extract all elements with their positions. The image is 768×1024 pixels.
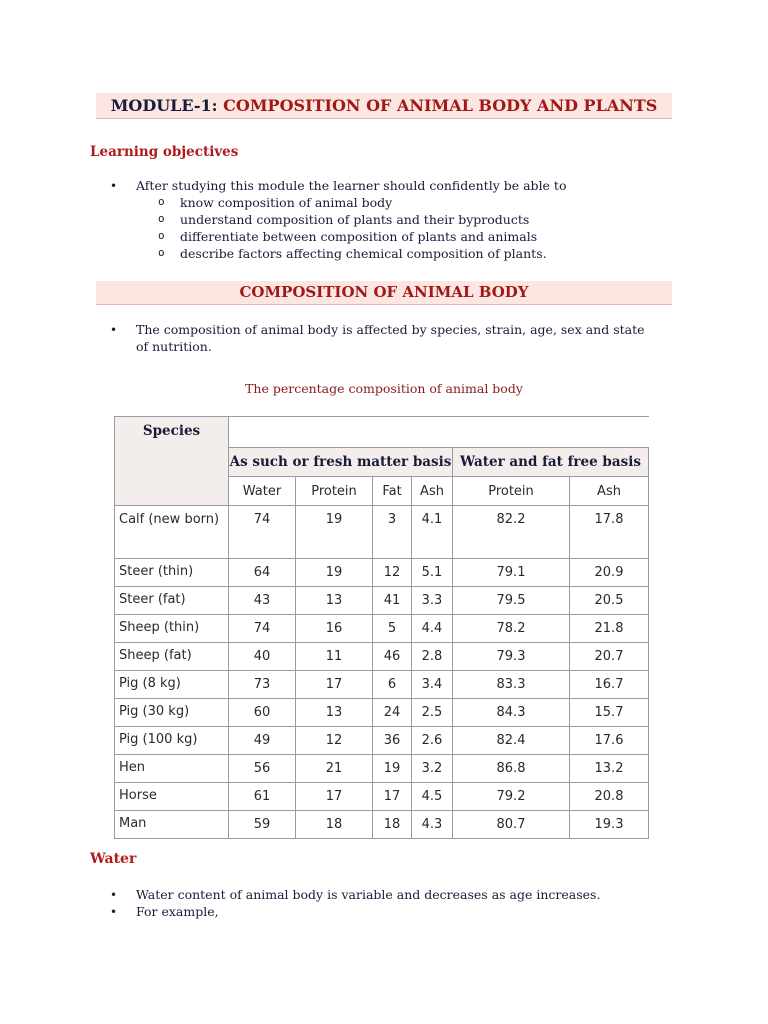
value-cell: 17: [296, 671, 373, 699]
value-cell: 21: [296, 755, 373, 783]
table-row: [115, 506, 649, 559]
value-cell: 17: [296, 783, 373, 811]
value-cell: 20.9: [570, 559, 649, 587]
species-cell: Sheep (thin): [115, 615, 229, 643]
value-cell: 84.3: [453, 699, 570, 727]
value-cell: 2.6: [412, 727, 453, 755]
species-cell: Steer (fat): [115, 587, 229, 615]
value-cell: 13: [296, 699, 373, 727]
value-cell: 73: [229, 671, 296, 699]
value-cell: 82.4: [453, 727, 570, 755]
value-cell: 20.7: [570, 643, 649, 671]
value-cell: 5.1: [412, 559, 453, 587]
value-cell: 17.6: [570, 727, 649, 755]
value-cell: 24: [373, 699, 412, 727]
value-cell: 3.3: [412, 587, 453, 615]
water-bullet: • For example,: [110, 904, 600, 921]
water-list: [110, 887, 600, 920]
table-row: [115, 587, 649, 615]
value-cell: 74: [229, 506, 296, 559]
value-cell: 13: [296, 587, 373, 615]
table-row: [115, 643, 649, 671]
water-bullet: • Water content of animal body is variable and decreases as age increases.: [110, 887, 600, 904]
value-cell: 43: [229, 587, 296, 615]
column-header: Ash: [412, 477, 453, 506]
value-cell: 18: [296, 811, 373, 839]
value-cell: 56: [229, 755, 296, 783]
value-cell: 15.7: [570, 699, 649, 727]
objective-item: o understand composition of plants and their byproducts: [158, 211, 547, 228]
species-cell: Pig (100 kg): [115, 727, 229, 755]
value-cell: 20.8: [570, 783, 649, 811]
section-title-banner: [96, 281, 672, 305]
column-header: Protein: [453, 477, 570, 506]
module-label: MODULE-1:: [110, 96, 218, 115]
value-cell: 12: [296, 727, 373, 755]
value-cell: 16: [296, 615, 373, 643]
value-cell: 11: [296, 643, 373, 671]
species-cell: Horse: [115, 783, 229, 811]
value-cell: 74: [229, 615, 296, 643]
column-header: Fat: [373, 477, 412, 506]
value-cell: 4.3: [412, 811, 453, 839]
value-cell: 21.8: [570, 615, 649, 643]
value-cell: 19: [373, 755, 412, 783]
composition-list: [110, 322, 650, 355]
value-cell: 83.3: [453, 671, 570, 699]
value-cell: 36: [373, 727, 412, 755]
water-heading: Water: [90, 851, 137, 867]
value-cell: 3.2: [412, 755, 453, 783]
value-cell: 40: [229, 643, 296, 671]
column-header: Protein: [296, 477, 373, 506]
species-cell: Pig (8 kg): [115, 671, 229, 699]
composition-table: [114, 416, 649, 839]
value-cell: 3: [373, 506, 412, 559]
value-cell: 79.5: [453, 587, 570, 615]
value-cell: 13.2: [570, 755, 649, 783]
species-cell: Hen: [115, 755, 229, 783]
value-cell: 60: [229, 699, 296, 727]
table-row: [115, 559, 649, 587]
value-cell: 4.1: [412, 506, 453, 559]
section-title: COMPOSITION OF ANIMAL BODY: [239, 283, 529, 301]
fat-free-header: Water and fat free basis: [453, 448, 649, 477]
value-cell: 46: [373, 643, 412, 671]
objective-item: o know composition of animal body: [158, 194, 547, 211]
table-row: [115, 615, 649, 643]
objectives-list: [110, 178, 566, 195]
value-cell: 64: [229, 559, 296, 587]
value-cell: 79.1: [453, 559, 570, 587]
value-cell: 18: [373, 811, 412, 839]
value-cell: 4.5: [412, 783, 453, 811]
value-cell: 59: [229, 811, 296, 839]
composition-text: • The composition of animal body is affected by species, strain, age, sex and state of nutrition.: [110, 322, 650, 355]
value-cell: 49: [229, 727, 296, 755]
species-header: Species: [115, 417, 229, 506]
module-title: COMPOSITION OF ANIMAL BODY AND PLANTS: [223, 96, 658, 115]
species-cell: Calf (new born): [115, 506, 229, 559]
value-cell: 3.4: [412, 671, 453, 699]
objective-item: o describe factors affecting chemical composition of plants.: [158, 245, 547, 262]
objectives-sublist: [158, 194, 547, 262]
species-cell: Pig (30 kg): [115, 699, 229, 727]
value-cell: 12: [373, 559, 412, 587]
table-row: [115, 755, 649, 783]
value-cell: 17.8: [570, 506, 649, 559]
table-row: [115, 783, 649, 811]
column-header: Water: [229, 477, 296, 506]
value-cell: 20.5: [570, 587, 649, 615]
table-row: [115, 699, 649, 727]
module-title-banner: [96, 93, 672, 119]
table-caption: The percentage composition of animal body: [245, 381, 523, 396]
table-row: [115, 671, 649, 699]
objectives-intro: • After studying this module the learner should confidently be able to: [110, 178, 566, 195]
fresh-matter-header: As such or fresh matter basis: [229, 448, 453, 477]
value-cell: 19.3: [570, 811, 649, 839]
objective-item: o differentiate between composition of plants and animals: [158, 228, 547, 245]
species-cell: Sheep (fat): [115, 643, 229, 671]
value-cell: 41: [373, 587, 412, 615]
value-cell: 16.7: [570, 671, 649, 699]
value-cell: 82.2: [453, 506, 570, 559]
value-cell: 79.2: [453, 783, 570, 811]
species-cell: Man: [115, 811, 229, 839]
value-cell: 78.2: [453, 615, 570, 643]
value-cell: 86.8: [453, 755, 570, 783]
value-cell: 79.3: [453, 643, 570, 671]
species-cell: Steer (thin): [115, 559, 229, 587]
value-cell: 80.7: [453, 811, 570, 839]
value-cell: 17: [373, 783, 412, 811]
learning-objectives-heading: Learning objectives: [90, 144, 239, 160]
value-cell: 2.8: [412, 643, 453, 671]
value-cell: 4.4: [412, 615, 453, 643]
column-header: Ash: [570, 477, 649, 506]
value-cell: 5: [373, 615, 412, 643]
value-cell: 2.5: [412, 699, 453, 727]
value-cell: 19: [296, 506, 373, 559]
value-cell: 61: [229, 783, 296, 811]
value-cell: 6: [373, 671, 412, 699]
table-row: [115, 727, 649, 755]
table-row: [115, 811, 649, 839]
value-cell: 19: [296, 559, 373, 587]
